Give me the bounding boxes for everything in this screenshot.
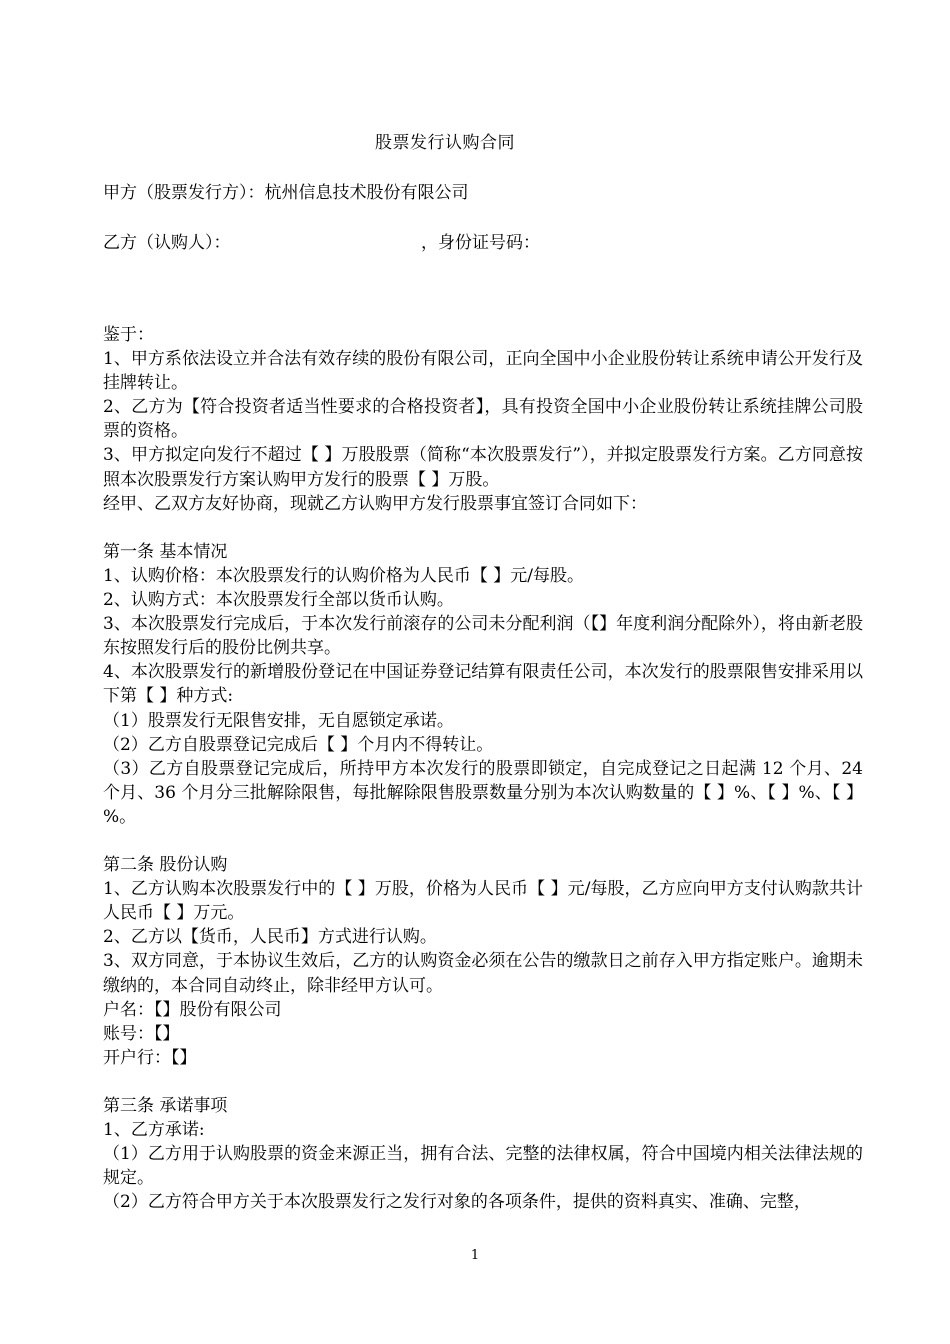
article1-item: （2）乙方自股票登记完成后【 】个月内不得转让。 xyxy=(103,734,494,755)
article3-item: （1）乙方用于认购股票的资金来源正当，拥有合法、完整的法律权属，符合中国境内相关法律法规的规定。 xyxy=(103,1144,863,1189)
article1-item: （1）股票发行无限售安排，无自愿锁定承诺。 xyxy=(103,710,454,731)
article3-item: （2）乙方符合甲方关于本次股票发行之发行对象的各项条件，提供的资料真实、准确、完整， xyxy=(103,1192,811,1213)
party-b-line xyxy=(103,228,540,253)
preamble-conclusion: 经甲、乙双方友好协商，现就乙方认购甲方发行股票事宜签订合同如下： xyxy=(103,493,647,514)
article1-item: 3、本次股票发行完成后，于本次发行前滚存的公司未分配利润（【】年度利润分配除外），将由新老股东按照发行后的股份比例共享。 xyxy=(103,614,863,659)
article1-item: 1、认购价格：本次股票发行的认购价格为人民币【 】元/每股。 xyxy=(103,565,584,586)
article3-heading: 第三条 承诺事项 xyxy=(103,1096,228,1116)
spacer xyxy=(103,516,863,540)
preamble-clause: 1、甲方系依法设立并合法有效存续的股份有限公司，正向全国中小企业股份转让系统申请公开发行及挂牌转让。 xyxy=(103,349,863,394)
page-number: 1 xyxy=(470,1248,480,1263)
spacer xyxy=(103,829,863,853)
preamble-clause: 3、甲方拟定向发行不超过【 】万股股票（简称“本次股票发行”），并拟定股票发行方案。乙方同意按照本次股票发行方案认购甲方发行的股票【 】万股。 xyxy=(103,445,863,490)
party-b-label: 乙方（认购人）： xyxy=(103,233,231,253)
article1-heading: 第一条 基本情况 xyxy=(103,541,228,562)
account-name: 户名：【】股份有限公司 xyxy=(103,999,282,1020)
account-number: 账号：【】 xyxy=(103,1023,180,1044)
article1-item: 4、本次股票发行的新增股份登记在中国证券登记结算有限责任公司，本次发行的股票限售安排采用以下第【 】种方式: xyxy=(103,662,863,707)
preamble-heading: 鉴于： xyxy=(103,325,154,345)
spacer xyxy=(103,1070,863,1094)
preamble-clause: 2、乙方为【符合投资者适当性要求的合格投资者】，具有投资全国中小企业股份转让系统挂牌公司股票的资格。 xyxy=(103,397,863,442)
account-bank: 开户行：【】 xyxy=(103,1047,197,1068)
contract-body xyxy=(103,323,863,1214)
article1-item: （3）乙方自股票登记完成后，所持甲方本次发行的股票即锁定，自完成登记之日起满 12 个月、24 个月、36 个月分三批解除限售，每批解除限售股票数量分别为本次认购数量的【 】%、【 】%、【 】%。 xyxy=(103,758,863,827)
article3-item: 1、乙方承诺: xyxy=(103,1120,205,1141)
article2-item: 1、乙方认购本次股票发行中的【 】万股，价格为人民币【 】元/每股，乙方应向甲方支付认购款共计人民币【 】万元。 xyxy=(103,879,863,924)
article2-item: 2、乙方以【货币，人民币】方式进行认购。 xyxy=(103,927,437,948)
id-number-label: ，身份证号码： xyxy=(421,233,540,253)
article1-item: 2、认购方式：本次股票发行全部以货币认购。 xyxy=(103,590,454,611)
document-title: 股票发行认购合同 xyxy=(375,133,515,153)
party-a-line: 甲方（股票发行方）：杭州信息技术股份有限公司 xyxy=(103,183,469,203)
article2-item: 3、双方同意，于本协议生效后，乙方的认购资金必须在公告的缴款日之前存入甲方指定账户。逾期未缴纳的，本合同自动终止，除非经甲方认可。 xyxy=(103,951,863,996)
article2-heading: 第二条 股份认购 xyxy=(103,855,228,876)
